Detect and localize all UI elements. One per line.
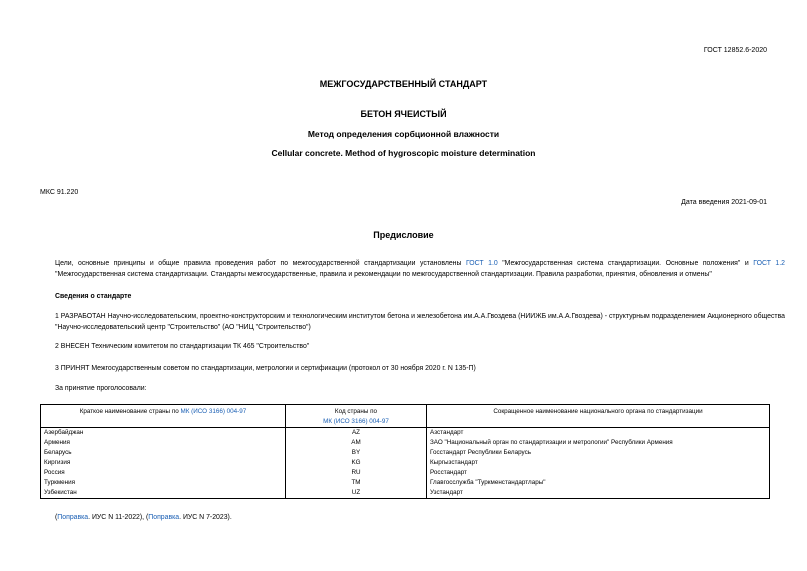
standard-info-heading: Сведения о стандарте [55, 293, 132, 300]
adopted-by-item: 3 ПРИНЯТ Межгосударственным советом по стандартизации, метрологии и сертификации (протокол от 30 ноября 2020 г. N 135-П) [55, 365, 476, 372]
cell-code: UZ [286, 488, 427, 499]
cell-country: Азербайджан [41, 428, 286, 439]
cell-code: BY [286, 448, 427, 458]
developed-by-item: 1 РАЗРАБОТАН Научно-исследовательским, проектно-конструкторским и технологическим институтом бетона и железобетона им.А.А.Гвоздева (НИИЖБ им.А.А.Гвоздева) - структурным подразделением Акционерного общества "Научно-исследовательский центр "Строительство" (АО "НИЦ "Строительство") [55, 313, 785, 331]
cell-country: Армения [41, 438, 286, 448]
cell-body: Госстандарт Республики Беларусь [427, 448, 770, 458]
standard-type-title: МЕЖГОСУДАРСТВЕННЫЙ СТАНДАРТ [319, 79, 488, 89]
amendment-open: ( [55, 514, 58, 521]
p1-text-c: "Межгосударственная система стандартизации. Стандарты межгосударственные, правила и рекомендации по межгосударственной стандартизации. Правила разработки, принятия, обновления и отмены" [55, 270, 712, 278]
cell-body: Узстандарт [427, 488, 770, 499]
cell-country: Туркмения [41, 478, 286, 488]
document-code: ГОСТ 12852.6-2020 [703, 47, 767, 54]
header-country [41, 405, 286, 428]
voting-table [40, 404, 770, 499]
cell-country: Беларусь [41, 448, 286, 458]
table-row [41, 478, 770, 488]
gost-1-0-link[interactable]: ГОСТ 1.0 [465, 260, 498, 267]
table-row [41, 488, 770, 499]
cell-code: TM [286, 478, 427, 488]
subject-title: БЕТОН ЯЧЕИСТЫЙ [360, 109, 447, 119]
cell-code: AM [286, 438, 427, 448]
gost-1-2-link[interactable]: ГОСТ 1.2 [753, 260, 786, 267]
cell-country: Киргизия [41, 458, 286, 468]
p1-text-b: "Межгосударственная система стандартизации. Основные положения" и [497, 260, 754, 267]
voted-label: За принятие проголосовали: [55, 385, 147, 392]
cell-country: Россия [41, 468, 286, 478]
table-row [41, 458, 770, 468]
introduced-by-item: 2 ВНЕСЕН Техническим комитетом по стандартизации ТК 465 "Строительство" [55, 343, 310, 350]
mks-code: МКС 91.220 [40, 189, 79, 196]
amendment-text-2: . ИУС N 7-2023). [179, 514, 232, 521]
amendment-link-1[interactable]: Поправка [57, 514, 89, 521]
p1-text-a: Цели, основные принципы и общие правила проведения работ по межгосударственной стандартизации установлены [55, 260, 466, 267]
header-code [286, 405, 427, 428]
preface-heading: Предисловие [373, 230, 434, 240]
method-title-en: Cellular concrete. Method of hygroscopic moisture determination [271, 148, 536, 158]
table-row [41, 438, 770, 448]
amendment-link-2[interactable]: Поправка [148, 514, 180, 521]
intro-date: Дата введения 2021-09-01 [681, 199, 767, 206]
cell-body: Азстандарт [427, 428, 770, 439]
amendment-text-1: . ИУС N 11-2022), ( [88, 514, 149, 521]
method-title-ru: Метод определения сорбционной влажности [307, 129, 500, 139]
table-row [41, 428, 770, 439]
header-country-text: Краткое наименование страны по [79, 408, 181, 415]
preface-paragraph-1 [40, 259, 785, 280]
header-body: Сокращенное наименование национального органа по стандартизации [427, 405, 770, 428]
cell-code: RU [286, 468, 427, 478]
cell-country: Узбекистан [41, 488, 286, 499]
cell-body: Кыргызстандарт [427, 458, 770, 468]
cell-body: ЗАО "Национальный орган по стандартизации и метрологии" Республики Армения [427, 438, 770, 448]
table-header-row [41, 405, 770, 428]
mk-iso-link-2[interactable]: МК (ИСО 3166) 004-97 [323, 417, 389, 425]
cell-body: Росстандарт [427, 468, 770, 478]
table-row [41, 468, 770, 478]
header-code-text: Код страны по [334, 408, 378, 415]
cell-code: KG [286, 458, 427, 468]
mk-iso-link-1[interactable]: МК (ИСО 3166) 004-97 [180, 408, 247, 415]
amendment-note [40, 513, 785, 524]
cell-code: AZ [286, 428, 427, 439]
table-row [41, 448, 770, 458]
cell-body: Главгосслужба "Туркменстандартлары" [427, 478, 770, 488]
